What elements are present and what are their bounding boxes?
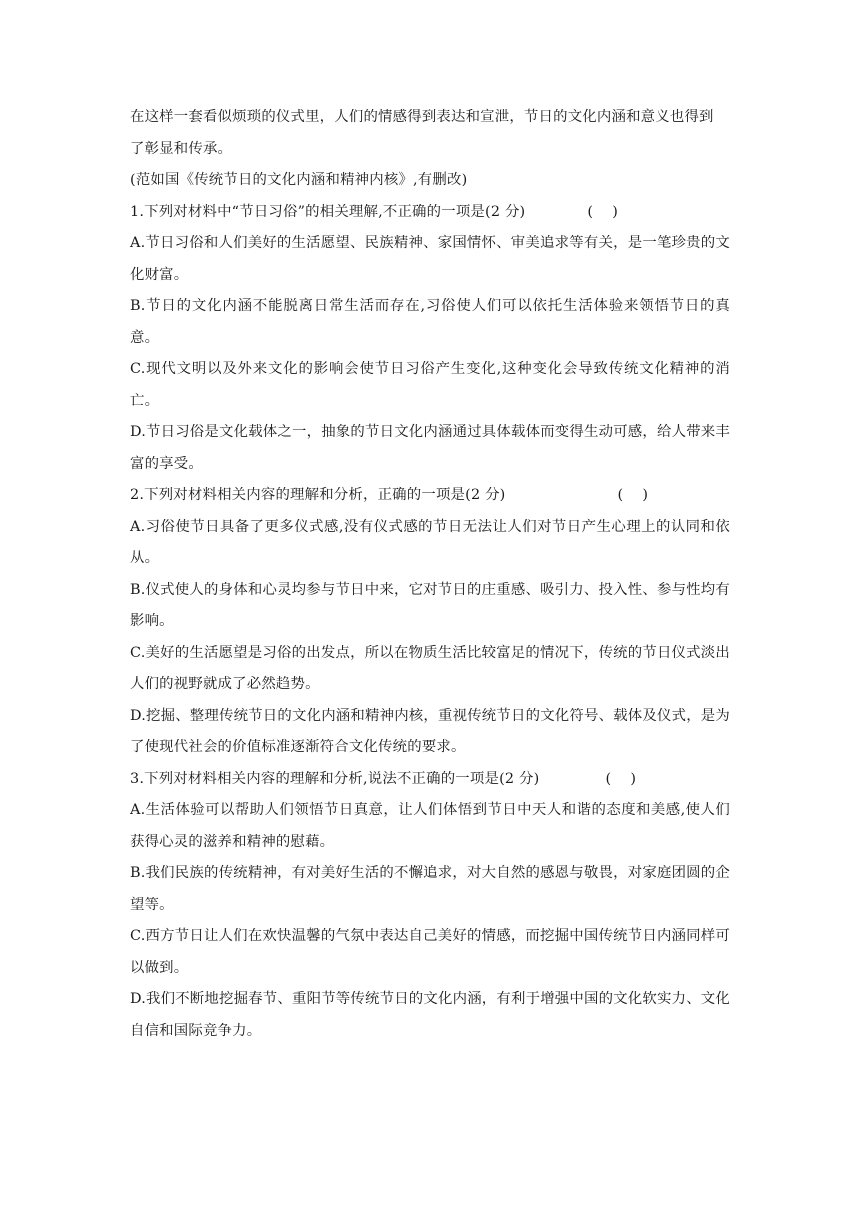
question-3-text: 3.下列对材料相关内容的理解和分析,说法不正确的一项是(2 分) (130, 770, 540, 787)
question-3-option-b: B.我们民族的传统精神，有对美好生活的不懈追求，对大自然的感恩与敬畏，对家庭团圆的企望等。 (130, 865, 730, 913)
question-2-option-a: A.习俗使节日具备了更多仪式感,没有仪式感的节日无法让人们对节日产生心理上的认同和依从。 (130, 518, 730, 566)
question-1-option-c: C.现代文明以及外来文化的影响会使节日习俗产生变化,这种变化会导致传统文化精神的消亡。 (130, 361, 730, 409)
question-1-option-a: A.节日习俗和人们美好的生活愿望、民族精神、家国情怀、审美追求等有关，是一笔珍贵的文化财富。 (130, 235, 730, 283)
question-2-answer-bracket: ( ) (617, 487, 649, 503)
intro-line-2: 了彰显和传承。 (130, 140, 233, 157)
question-2-text: 2.下列对材料相关内容的理解和分析，正确的一项是(2 分) (130, 487, 506, 503)
question-3-answer-bracket: ( ) (605, 770, 637, 787)
question-1-answer-bracket: ( ) (587, 203, 619, 220)
source-citation: (范如国《传统节日的文化内涵和精神内核》,有删改) (130, 172, 468, 188)
question-1-option-d: D.节日习俗是文化载体之一，抽象的节日文化内涵通过具体载体而变得生动可感，给人带来丰富的享受。 (130, 424, 730, 472)
question-2-option-b: B.仪式使人的身体和心灵均参与节日中来，它对节日的庄重感、吸引力、投入性、参与性均有影响。 (130, 581, 730, 629)
question-2-stem (130, 480, 730, 512)
question-1-text: 1.下列对材料中“节日习俗”的相关理解,不正确的一项是(2 分) (130, 203, 526, 220)
question-2-option-c: C.美好的生活愿望是习俗的出发点，所以在物质生活比较富足的情况下，传统的节日仪式淡出人们的视野就成了必然趋势。 (130, 644, 730, 692)
question-3-option-c: C.西方节日让人们在欢快温馨的气氛中表达自己美好的情感，而挖掘中国传统节日内涵同样可以做到。 (130, 928, 730, 976)
question-1-stem (130, 197, 730, 229)
question-3-option-d: D.我们不断地挖掘春节、重阳节等传统节日的文化内涵，有利于增强中国的文化软实力、文化自信和国际竞争力。 (130, 991, 730, 1039)
question-3-stem (130, 764, 730, 796)
question-1-option-b: B.节日的文化内涵不能脱离日常生活而存在,习俗使人们可以依托生活体验来领悟节日的真意。 (130, 298, 730, 346)
question-3-option-a: A.生活体验可以帮助人们领悟节日真意，让人们体悟到节日中天人和谐的态度和美感,使人们获得心灵的滋养和精神的慰藉。 (130, 802, 730, 850)
question-2-option-d: D.挖掘、整理传统节日的文化内涵和精神内核，重视传统节日的文化符号、载体及仪式，是为了使现代社会的价值标准逐渐符合文化传统的要求。 (130, 707, 730, 755)
intro-line-1: 在这样一套看似烦琐的仪式里，人们的情感得到表达和宣泄，节日的文化内涵和意义也得到 (130, 109, 714, 125)
intro-paragraph (130, 102, 730, 165)
